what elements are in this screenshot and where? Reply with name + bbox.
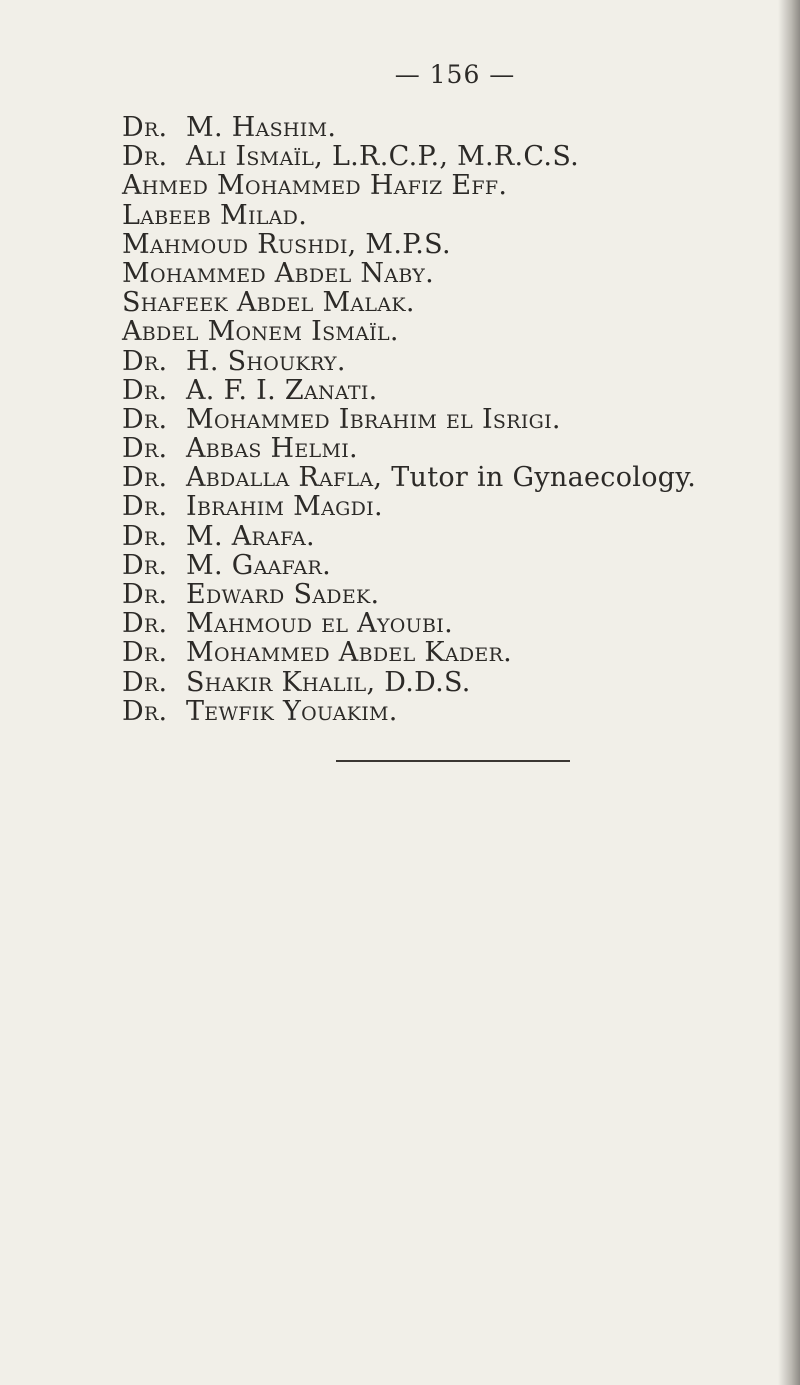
list-item	[122, 580, 696, 609]
entry-title: Dr.	[122, 608, 168, 640]
list-item	[122, 405, 696, 434]
entry-title: Dr.	[122, 433, 168, 465]
entry-title: Dr.	[122, 491, 168, 523]
list-item	[122, 668, 696, 697]
list-item	[122, 638, 696, 667]
list-item	[122, 259, 696, 288]
list-item	[122, 113, 696, 142]
entry-name: Mohammed Abdel Kader.	[186, 637, 513, 669]
list-item	[122, 317, 696, 346]
entry-name: Tewfik Youakim.	[186, 695, 398, 727]
entry-name: Mohammed Ibrahim el Isrigi.	[186, 403, 561, 435]
entry-name: Ahmed Mohammed Hafiz Eff.	[122, 170, 508, 202]
entry-name: M. Arafa.	[186, 520, 315, 552]
entry-name: Abdel Monem Ismaïl.	[122, 316, 399, 348]
entry-name: Mohammed Abdel Naby.	[122, 257, 434, 289]
entry-title: Dr.	[122, 520, 168, 552]
entry-name: M. Gaafar.	[186, 549, 331, 581]
entry-name: Ali Ismaïl, L.R.C.P., M.R.C.S.	[186, 141, 580, 173]
section-divider-rule	[336, 760, 570, 762]
entry-title: Dr.	[122, 112, 168, 143]
entry-name: Mahmoud el Ayoubi.	[186, 608, 453, 640]
list-item	[122, 492, 696, 521]
entry-name: Shakir Khalil, D.D.S.	[186, 666, 471, 698]
list-item	[122, 609, 696, 638]
entry-title: Dr.	[122, 549, 168, 581]
list-item	[122, 347, 696, 376]
entry-title: Dr.	[122, 374, 168, 406]
list-item	[122, 522, 696, 551]
entry-title: Dr.	[122, 666, 168, 698]
entry-name: Mahmoud Rushdi, M.P.S.	[122, 228, 451, 260]
entry-title: Dr.	[122, 403, 168, 435]
list-item	[122, 171, 696, 200]
entry-title: Dr.	[122, 462, 168, 494]
list-item	[122, 142, 696, 171]
entry-name: M. Hashim.	[186, 112, 337, 143]
entry-title: Dr.	[122, 579, 168, 610]
list-item	[122, 463, 696, 492]
entry-title: Dr.	[122, 695, 168, 727]
entry-name: Edward Sadek.	[186, 579, 380, 610]
entry-title: Dr.	[122, 345, 168, 377]
entry-title: Dr.	[122, 141, 168, 173]
entry-title: Dr.	[122, 637, 168, 669]
entry-name: Ibrahim Magdi.	[186, 491, 383, 523]
page-number: — 156 —	[394, 60, 516, 89]
list-item	[122, 201, 696, 230]
list-item	[122, 230, 696, 259]
entry-note: Tutor in Gynaecology.	[382, 462, 697, 494]
list-item	[122, 551, 696, 580]
entry-name: Labeeb Milad.	[122, 199, 308, 231]
entry-name: A. F. I. Zanati.	[186, 374, 378, 406]
list-item	[122, 288, 696, 317]
entry-name: Shafeek Abdel Malak.	[122, 287, 415, 319]
entry-name: Abbas Helmi.	[186, 433, 358, 465]
page-edge-shadow	[778, 0, 800, 1385]
entry-name: H. Shoukry.	[186, 345, 346, 377]
list-item	[122, 697, 696, 726]
list-item	[122, 376, 696, 405]
entry-name: Abdalla Rafla,	[186, 462, 383, 494]
list-item	[122, 434, 696, 463]
staff-list	[122, 113, 696, 726]
